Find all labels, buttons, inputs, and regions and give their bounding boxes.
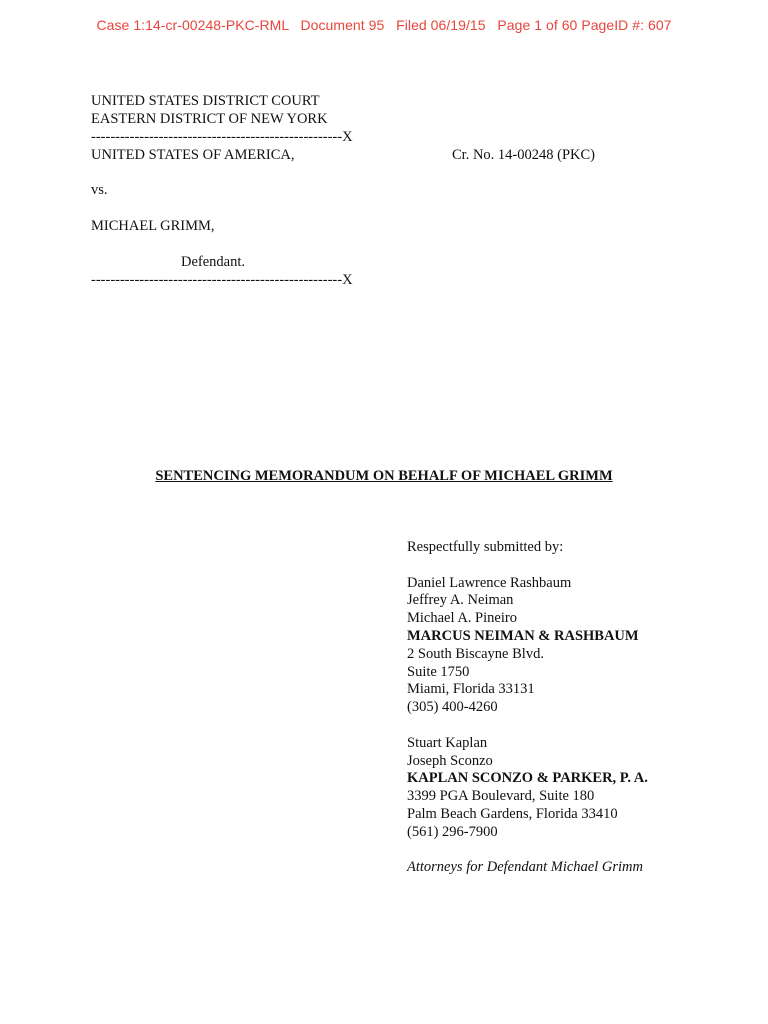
court-name-line2: EASTERN DISTRICT OF NEW YORK <box>91 111 328 127</box>
plaintiff-name: UNITED STATES OF AMERICA, <box>91 147 295 163</box>
defendant-name: MICHAEL GRIMM, <box>91 218 215 234</box>
filing-stamp: Case 1:14-cr-00248-PKC-RML Document 95 Filed 06/19/15 Page 1 of 60 PageID #: 607 <box>96 17 672 33</box>
court-name-line1: UNITED STATES DISTRICT COURT <box>91 93 320 109</box>
firm-name: MARCUS NEIMAN & RASHBAUM <box>407 627 639 644</box>
attorney-name: Michael A. Pineiro <box>407 610 517 627</box>
caption-divider-top: ----------------------------------------------------X <box>91 129 353 145</box>
firm-name: KAPLAN SCONZO & PARKER, P. A. <box>407 770 648 787</box>
case-number: Cr. No. 14-00248 (PKC) <box>452 147 595 163</box>
document-title: SENTENCING MEMORANDUM ON BEHALF OF MICHAEL GRIMM <box>155 468 613 484</box>
versus-label: vs. <box>91 182 108 198</box>
firm-address-line: Suite 1750 <box>407 663 470 680</box>
attorney-role: Attorneys for Defendant Michael Grimm <box>407 859 643 876</box>
firm-phone: (561) 296-7900 <box>407 823 498 840</box>
spacer <box>407 717 648 735</box>
firm-address-line: 2 South Biscayne Blvd. <box>407 645 544 662</box>
signature-block <box>407 539 648 877</box>
firm-address-line: Miami, Florida 33131 <box>407 681 535 698</box>
firm-address-line: Palm Beach Gardens, Florida 33410 <box>407 805 618 822</box>
firm-address-line: 3399 PGA Boulevard, Suite 180 <box>407 788 595 805</box>
spacer <box>407 557 648 575</box>
attorney-name: Jeffrey A. Neiman <box>407 592 514 609</box>
caption-divider-bottom: ----------------------------------------------------X <box>91 272 353 288</box>
firm-phone: (305) 400-4260 <box>407 699 498 716</box>
submission-intro: Respectfully submitted by: <box>407 539 564 555</box>
attorney-name: Daniel Lawrence Rashbaum <box>407 574 572 591</box>
attorney-name: Stuart Kaplan <box>407 734 488 751</box>
defendant-role: Defendant. <box>181 254 246 270</box>
attorney-name: Joseph Sconzo <box>407 752 493 769</box>
spacer <box>407 842 648 860</box>
